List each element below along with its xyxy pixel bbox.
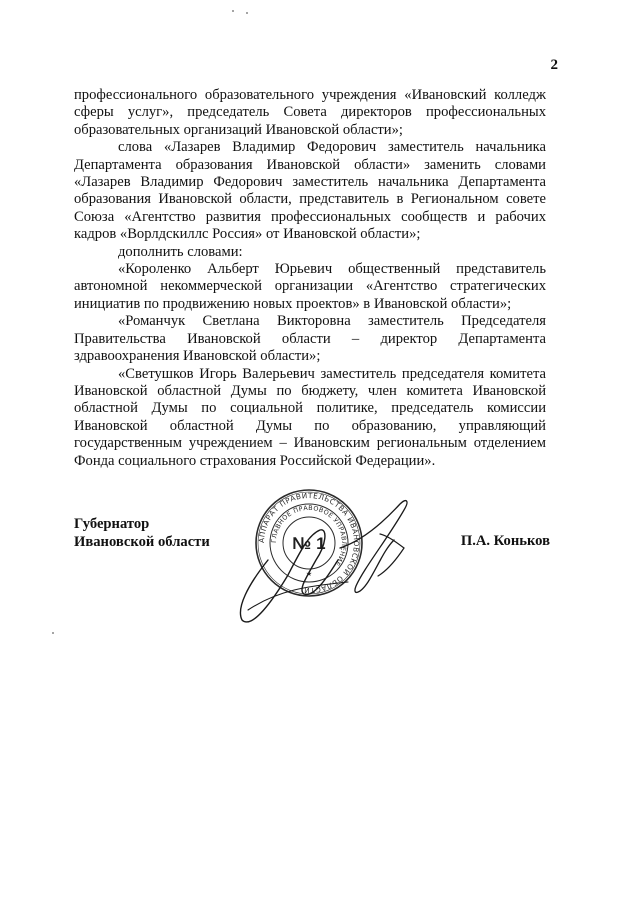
paragraph-3: дополнить словами: <box>118 243 243 260</box>
seal-star-icon: ★ <box>305 570 313 578</box>
signatory-title-line1: Губернатор <box>74 516 150 532</box>
paragraph-2: слова «Лазарев Владимир Федорович заместитель начальника Департамента образования Ивановской области» заменить словами «Лазарев Владимир Федорович заместитель начальника Департамента образования Ивановской области, представитель в Региональном совете Союза «Агентство развития профессиональных сообществ и рабочих кадров «Ворлдскиллс Россия» от Ивановской области»; <box>74 139 546 243</box>
signatory-name: П.А. Коньков <box>460 533 550 549</box>
seal-outer-text: АППАРАТ ПРАВИТЕЛЬСТВА ИВАНОВСКОЙ ОБЛАСТИ <box>256 490 362 596</box>
signatory-title <box>74 515 254 551</box>
paragraph-1: профессионального образовательного учреждения «Ивановский колледж сферы услуг», председатель Совета директоров профессиональных образовательных организаций Ивановской области»; <box>74 87 546 138</box>
paragraph-5: «Романчук Светлана Викторовна заместитель Председателя Правительства Ивановской области – директор Департамента здравоохранения Ивановской области»; <box>74 313 546 365</box>
paragraph-4: «Короленко Альберт Юрьевич общественный представитель автономной некоммерческой организации «Агентство стратегических инициатив по продвижению новых проектов» в Ивановской области»; <box>74 261 546 312</box>
paragraph-6: «Светушков Игорь Валерьевич заместитель председателя комитета Ивановской областной Думы по бюджету, член комитета Ивановской областной Думы по социальной политике, председатель комиссии Ивановской областной Думы по образованию, управляющий государственным учреждением – Ивановским региональным отделением Фонда социального страхования Российской Федерации». <box>74 365 546 469</box>
seal-inner-text: ГЛАВНОЕ ПРАВОВОЕ УПРАВЛЕНИЕ <box>269 503 349 568</box>
seal-number: № 1 <box>292 534 326 553</box>
scan-speck <box>232 10 234 12</box>
scan-speck <box>246 12 248 14</box>
signatory-title-line2: Ивановской области <box>74 534 210 550</box>
page-number: 2 <box>550 57 558 73</box>
scan-speck <box>52 632 54 634</box>
document-body <box>74 87 546 470</box>
handwritten-signature <box>228 490 428 640</box>
